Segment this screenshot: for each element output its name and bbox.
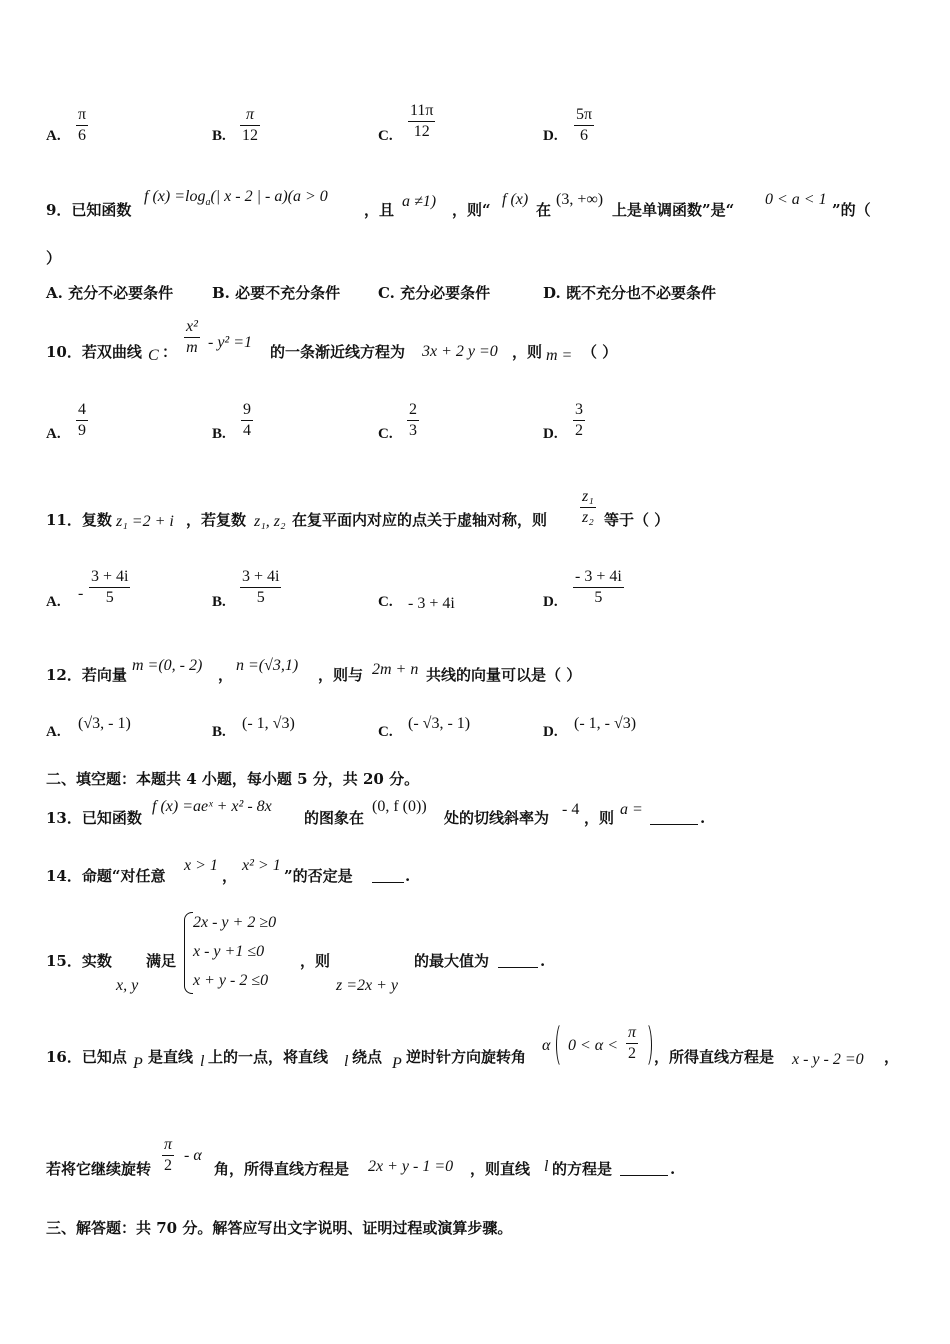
q15-objective: z =2x + y <box>336 977 399 994</box>
q13-mid2: 处的切线斜率为 <box>444 809 550 827</box>
q9-interval: (3, +∞) <box>556 191 604 208</box>
q12-lead: 12．若向量 <box>46 666 127 684</box>
q16-line-l-2: l <box>344 1053 349 1070</box>
q11-option-a-value: 3 + 4i 5 <box>91 568 129 606</box>
q13-answer-blank[interactable] <box>650 808 698 825</box>
q11-option-b-value: 3 + 4i 5 <box>242 568 280 606</box>
q16-line-2: 2x + y - 1 =0 <box>368 1158 454 1175</box>
q15-tail: 的最大值为 <box>414 952 490 970</box>
q8-option-b-value: π 12 <box>242 106 258 144</box>
q16-rotation-rest: - α <box>184 1147 202 1164</box>
q11-option-b-label: B. <box>212 594 226 610</box>
q10-lead: 10．若双曲线 <box>46 343 142 361</box>
q12-sep: ， <box>218 666 234 684</box>
q16-lead: 16．已知点 <box>46 1048 127 1066</box>
q10-m: m = <box>546 347 573 364</box>
q10-option-d-label: D. <box>543 426 558 442</box>
section-3-heading: 三、解答题：共 70 分。解答应写出文字说明、证明过程或演算步骤。 <box>46 1219 513 1237</box>
q8-option-d-value: 5π 6 <box>576 106 593 144</box>
q9-option-a: A. 充分不必要条件 <box>46 284 174 302</box>
q12-option-d-label: D. <box>543 724 558 740</box>
q9-fx: f (x) <box>502 191 529 208</box>
q11-fraction: z₁ z₂ <box>582 488 594 526</box>
q8-option-c-label: C. <box>378 128 393 144</box>
q12-mid: ，则与 <box>318 666 364 684</box>
q8-option-b-label: B. <box>212 128 226 144</box>
q11-option-d-label: D. <box>543 594 558 610</box>
q11-mid2: 在复平面内对应的点关于虚轴对称，则 <box>292 511 548 529</box>
q16-paren-left <box>556 1022 568 1068</box>
q11-zz: z₁, z₂ <box>254 513 286 530</box>
q10-option-d-value: 3 2 <box>575 401 583 439</box>
q10-curve: C <box>148 347 159 364</box>
q10-option-c-label: C. <box>378 426 393 442</box>
q9-option-b: B. 必要不充分条件 <box>212 284 341 302</box>
q9-in: 在 <box>536 201 552 219</box>
q16-line-l-3: l <box>544 1158 549 1175</box>
q15-lead: 15．实数 <box>46 952 112 970</box>
q16-end: . <box>670 1160 676 1178</box>
q11-option-d-value: - 3 + 4i 5 <box>575 568 622 606</box>
q11-option-a-sign: - <box>78 585 84 602</box>
q8-option-c-value: 11π 12 <box>410 102 434 140</box>
q10-option-c-value: 2 3 <box>409 401 417 439</box>
q9-function: f $(x) =\log_a(|$ x - 2 | - a)(a > 0 <box>144 188 328 209</box>
q8-option-d-label: D. <box>543 128 558 144</box>
q10-equation-rest: - y² =1 <box>208 334 253 351</box>
q9-condition: a ≠1) <box>402 193 437 210</box>
q10-paren: （ ） <box>582 343 618 361</box>
q16-range-fraction: π 2 <box>628 1024 637 1062</box>
q13-a: a = <box>620 801 643 818</box>
q16-rotation-fraction: π 2 <box>164 1136 173 1174</box>
q9-then: ，则“ <box>452 201 491 219</box>
q9-close: ） <box>46 249 62 267</box>
q14-sep: ， <box>222 867 238 885</box>
q15-satisfy: 满足 <box>146 952 177 970</box>
q10-option-a-label: A. <box>46 426 61 442</box>
q10-asymptote: 3x + 2 y =0 <box>422 343 498 360</box>
q16-mid6: 角，所得直线方程是 <box>214 1160 350 1178</box>
q12-option-d-value: (- 1, - √3) <box>574 715 637 732</box>
q14-condition-2: x² > 1 <box>242 857 281 874</box>
q16-range-left: 0 < α < <box>568 1037 618 1054</box>
q9-and: ，且 <box>364 201 395 219</box>
q12-vector-m: m =(0, - 2) <box>132 657 203 674</box>
q12-option-c-label: C. <box>378 724 393 740</box>
q15-vars: x, y <box>116 977 139 994</box>
q14-answer-blank[interactable] <box>372 866 404 883</box>
q10-then: ，则 <box>512 343 543 361</box>
q16-mid4: 逆时针方向旋转角 <box>406 1048 527 1066</box>
q14-lead: 14．命题“对任意 <box>46 867 166 885</box>
q16-mid5: ，所得直线方程是 <box>654 1048 775 1066</box>
q13-then: ，则 <box>584 809 615 827</box>
q15-then: ，则 <box>300 952 331 970</box>
q16-line-l: l <box>200 1053 205 1070</box>
q13-point: (0, f (0)) <box>372 798 427 815</box>
q11-option-a-label: A. <box>46 594 61 610</box>
q12-option-a-label: A. <box>46 724 61 740</box>
section-2-heading: 二、填空题：本题共 4 小题，每小题 5 分，共 20 分。 <box>46 770 420 788</box>
q10-option-a-value: 4 9 <box>78 401 86 439</box>
q15-brace <box>184 912 193 994</box>
q14-condition-1: x > 1 <box>184 857 218 874</box>
q13-slope: - 4 <box>562 801 580 818</box>
q16-mid7: ，则直线 <box>470 1160 531 1178</box>
q12-option-b-value: (- 1, √3) <box>242 715 295 732</box>
q8-option-a-value: π 6 <box>78 106 87 144</box>
q11-mid: ，若复数 <box>186 511 247 529</box>
q9-lead: 9．已知函数 <box>46 201 132 219</box>
q12-combination: 2m + n <box>372 661 419 678</box>
q11-z1: z₁ =2 + i <box>116 513 174 530</box>
q16-answer-blank[interactable] <box>620 1159 668 1176</box>
q16-point-p: P <box>133 1055 143 1072</box>
q13-function: f (x) =aeˣ + x² - 8x <box>152 798 272 815</box>
q11-tail: 等于（ ） <box>604 511 670 529</box>
q16-comma: ， <box>884 1048 900 1066</box>
q12-tail: 共线的向量可以是（ ） <box>426 666 582 684</box>
q12-option-a-value: (√3, - 1) <box>78 715 131 732</box>
q13-mid: 的图象在 <box>304 809 365 827</box>
q15-constraint-1: 2x - y + 2 ≥0 <box>193 914 277 931</box>
q16-mid: 是直线 <box>148 1048 194 1066</box>
q16-point-p-2: P <box>392 1055 402 1072</box>
q9-mono: 上是单调函数”是“ <box>612 201 735 219</box>
q16-mid2: 上的一点，将直线 <box>208 1048 329 1066</box>
q11-lead: 11．复数 <box>46 511 112 529</box>
q11-option-c-label: C. <box>378 594 393 610</box>
q15-end: . <box>540 952 546 970</box>
q8-option-a-label: A. <box>46 128 61 144</box>
q9-range: 0 < a < 1 <box>765 191 827 208</box>
q13-end: . <box>700 809 706 827</box>
q16-mid3: 绕点 <box>352 1048 383 1066</box>
q16-alpha: α <box>542 1037 551 1054</box>
q10-option-b-value: 9 4 <box>243 401 251 439</box>
q16-paren-right <box>640 1022 652 1068</box>
q9-of: ”的（ <box>832 201 871 219</box>
q15-constraint-3: x + y - 2 ≤0 <box>193 972 269 989</box>
q16-line-1: x - y - 2 =0 <box>792 1051 864 1068</box>
q12-vector-n: n =(√3,1) <box>236 657 299 674</box>
q15-answer-blank[interactable] <box>498 951 538 968</box>
q15-constraint-2: x - y +1 ≤0 <box>193 943 265 960</box>
q10-fraction: x² m <box>186 318 198 356</box>
q9-option-d: D. 既不充分也不必要条件 <box>543 284 716 302</box>
q16-mid8: 的方程是 <box>552 1160 613 1178</box>
q14-tail: ”的否定是 <box>284 867 353 885</box>
q12-option-c-value: (- √3, - 1) <box>408 715 471 732</box>
q13-lead: 13．已知函数 <box>46 809 142 827</box>
q10-mid: 的一条渐近线方程为 <box>270 343 406 361</box>
q9-option-c: C. 充分必要条件 <box>378 284 491 302</box>
q10-colon: ： <box>162 343 178 361</box>
q12-option-b-label: B. <box>212 724 226 740</box>
q10-option-b-label: B. <box>212 426 226 442</box>
q14-end: . <box>405 867 411 885</box>
q16-lead2: 若将它继续旋转 <box>46 1160 152 1178</box>
q11-option-c-value: - 3 + 4i <box>408 595 455 612</box>
